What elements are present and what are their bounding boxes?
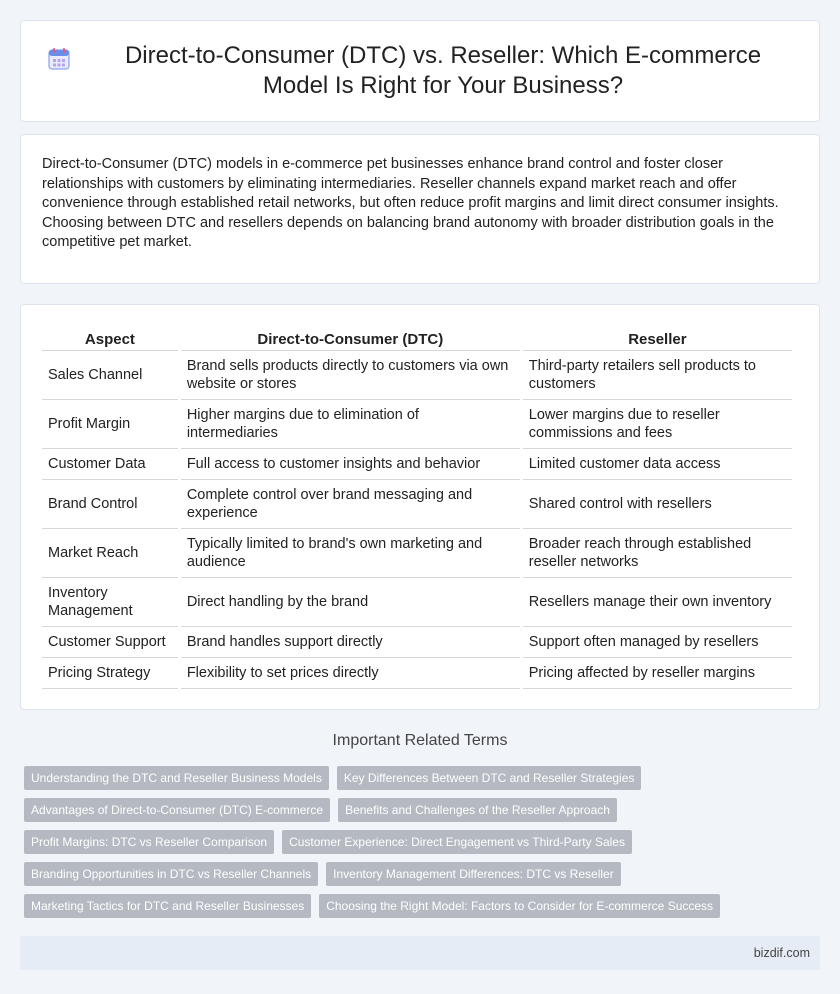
cell-aspect: Market Reach bbox=[42, 529, 178, 578]
cell-reseller: Resellers manage their own inventory bbox=[523, 578, 792, 627]
related-terms-title: Important Related Terms bbox=[332, 732, 508, 749]
tag-row bbox=[24, 830, 820, 862]
cell-dtc: Brand handles support directly bbox=[181, 627, 520, 658]
cell-dtc: Higher margins due to elimination of intermediaries bbox=[181, 400, 520, 449]
cell-dtc: Flexibility to set prices directly bbox=[181, 658, 520, 689]
table-row bbox=[42, 578, 792, 627]
comparison-table bbox=[39, 325, 795, 689]
tag-row bbox=[24, 766, 820, 798]
calendar-icon bbox=[47, 47, 71, 71]
related-tag-link[interactable]: Advantages of Direct-to-Consumer (DTC) E-commerce bbox=[24, 798, 330, 822]
cell-aspect: Brand Control bbox=[42, 480, 178, 529]
header-reseller: Reseller bbox=[523, 325, 792, 351]
page-header bbox=[20, 20, 820, 122]
cell-reseller: Third-party retailers sell products to customers bbox=[523, 351, 792, 400]
cell-aspect: Inventory Management bbox=[42, 578, 178, 627]
table-row bbox=[42, 658, 792, 689]
table-row bbox=[42, 351, 792, 400]
related-tag-link[interactable]: Branding Opportunities in DTC vs Reseller Channels bbox=[24, 862, 318, 886]
header-dtc: Direct-to-Consumer (DTC) bbox=[181, 325, 520, 351]
related-tag-link[interactable]: Profit Margins: DTC vs Reseller Comparison bbox=[24, 830, 274, 854]
related-terms bbox=[20, 732, 820, 926]
table-row bbox=[42, 480, 792, 529]
cell-dtc: Brand sells products directly to customers via own website or stores bbox=[181, 351, 520, 400]
tag-row bbox=[24, 862, 820, 894]
cell-dtc: Direct handling by the brand bbox=[181, 578, 520, 627]
cell-aspect: Profit Margin bbox=[42, 400, 178, 449]
table-header-row bbox=[42, 325, 792, 351]
intro-text: Direct-to-Consumer (DTC) models in e-commerce pet businesses enhance brand control and foster closer relationships with customers by eliminating intermediaries. Reseller channels expand market reach and offer convenience through established retail networks, but often reduce profit margins and limit direct consumer insights. Choosing between DTC and resellers depends on balancing brand autonomy with broader distribution goals in the competitive pet market. bbox=[42, 156, 779, 251]
table-row bbox=[42, 449, 792, 480]
page-title: Direct-to-Consumer (DTC) vs. Reseller: Which E-commerce Model Is Right for Your Business? bbox=[124, 42, 762, 99]
tag-row bbox=[24, 798, 820, 830]
cell-aspect: Customer Data bbox=[42, 449, 178, 480]
tag-row bbox=[24, 894, 820, 926]
cell-reseller: Pricing affected by reseller margins bbox=[523, 658, 792, 689]
table-row bbox=[42, 627, 792, 658]
related-tag-link[interactable]: Customer Experience: Direct Engagement vs Third-Party Sales bbox=[282, 830, 632, 854]
cell-reseller: Shared control with resellers bbox=[523, 480, 792, 529]
cell-aspect: Customer Support bbox=[42, 627, 178, 658]
comparison-card bbox=[20, 304, 820, 710]
related-tag-link[interactable]: Choosing the Right Model: Factors to Consider for E-commerce Success bbox=[319, 894, 720, 918]
cell-dtc: Typically limited to brand's own marketing and audience bbox=[181, 529, 520, 578]
cell-aspect: Pricing Strategy bbox=[42, 658, 178, 689]
related-tags bbox=[20, 766, 820, 926]
related-tag-link[interactable]: Benefits and Challenges of the Reseller Approach bbox=[338, 798, 617, 822]
cell-reseller: Support often managed by resellers bbox=[523, 627, 792, 658]
related-tag-link[interactable]: Key Differences Between DTC and Reseller Strategies bbox=[337, 766, 642, 790]
related-tag-link[interactable]: Understanding the DTC and Reseller Business Models bbox=[24, 766, 329, 790]
header-aspect: Aspect bbox=[42, 325, 178, 351]
related-tag-link[interactable]: Marketing Tactics for DTC and Reseller Businesses bbox=[24, 894, 311, 918]
cell-dtc: Full access to customer insights and behavior bbox=[181, 449, 520, 480]
cell-reseller: Limited customer data access bbox=[523, 449, 792, 480]
table-row bbox=[42, 400, 792, 449]
intro-card bbox=[20, 134, 820, 284]
footer-site-link[interactable]: bizdif.com bbox=[753, 946, 810, 960]
table-row bbox=[42, 529, 792, 578]
cell-reseller: Broader reach through established reseller networks bbox=[523, 529, 792, 578]
page-footer bbox=[20, 936, 820, 970]
cell-aspect: Sales Channel bbox=[42, 351, 178, 400]
related-tag-link[interactable]: Inventory Management Differences: DTC vs Reseller bbox=[326, 862, 621, 886]
cell-reseller: Lower margins due to reseller commissions and fees bbox=[523, 400, 792, 449]
title-wrap bbox=[47, 41, 793, 101]
cell-dtc: Complete control over brand messaging and experience bbox=[181, 480, 520, 529]
